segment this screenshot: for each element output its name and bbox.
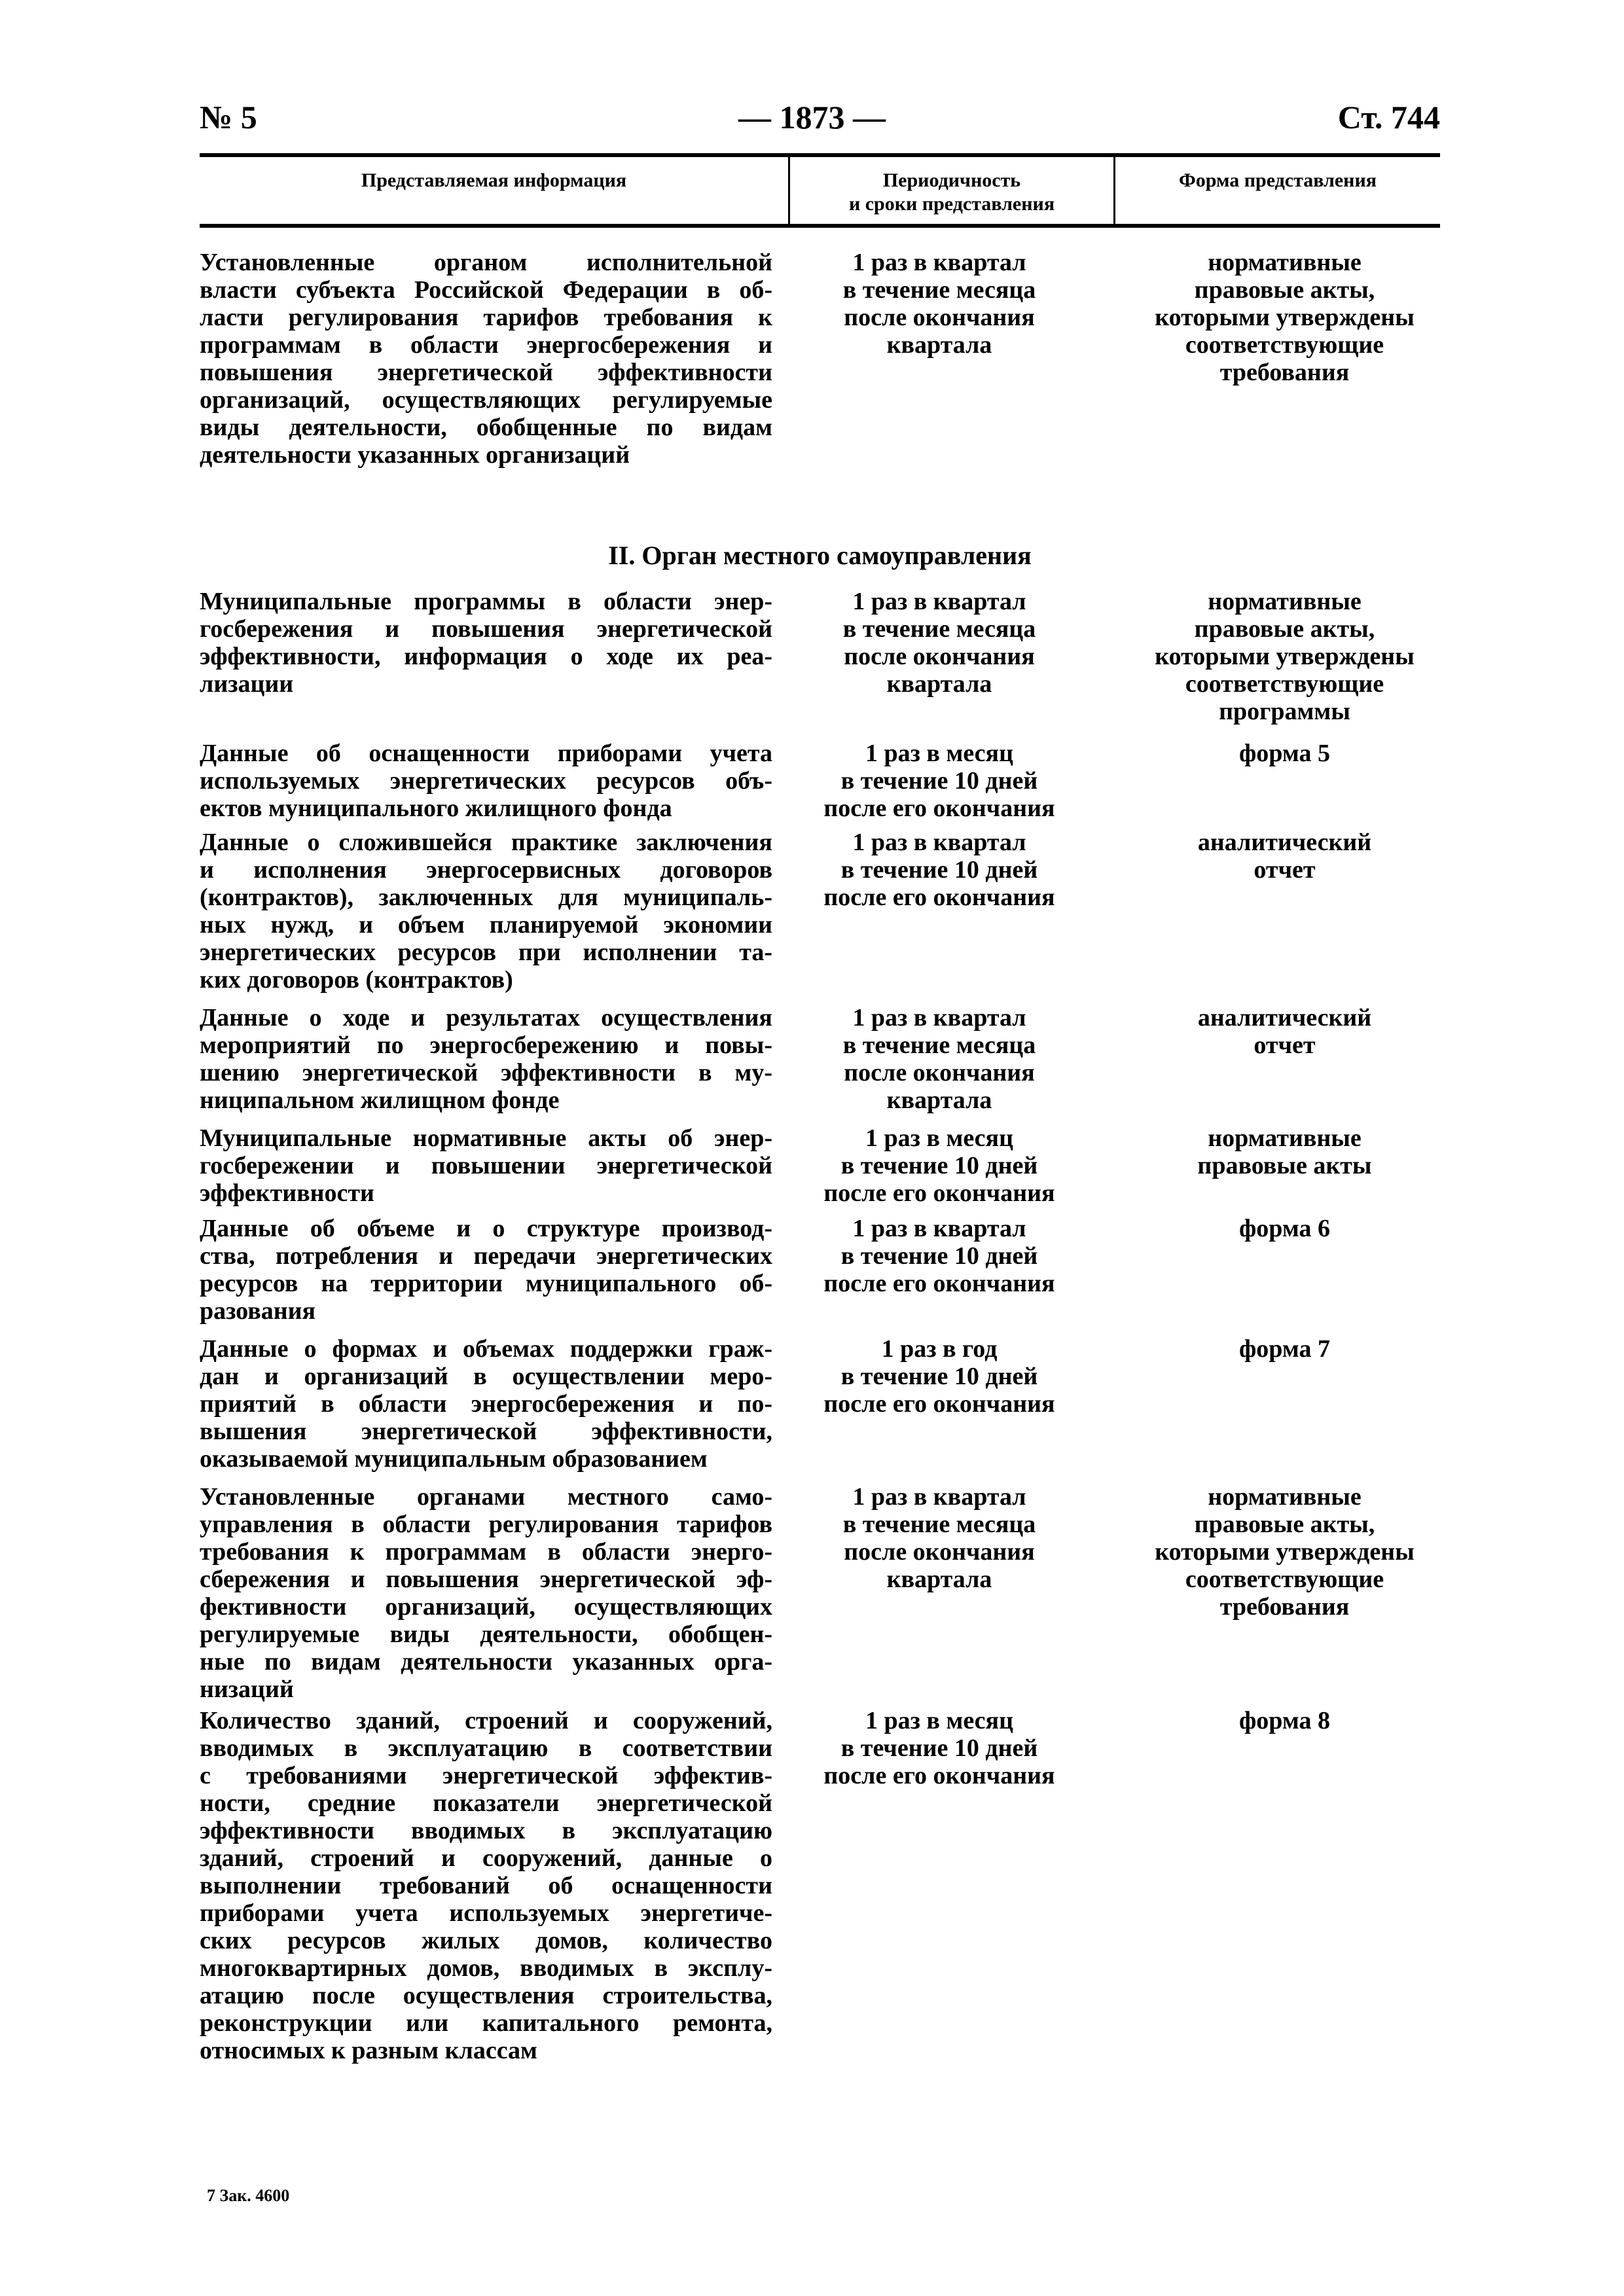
cell-line: соответствующие (1185, 670, 1384, 698)
cell-line: нормативные (1208, 1483, 1362, 1511)
info-cell (200, 1335, 772, 1473)
info-cell (200, 829, 772, 994)
cell-line: которыми утверждены (1155, 304, 1415, 331)
cell-line: в течение 10 дней (840, 856, 1038, 884)
cell-line: повышения энергетической эффективности (200, 359, 772, 386)
header-line: Периодичность (882, 170, 1021, 191)
cell-line: отчет (1254, 856, 1316, 884)
cell-line: Данные о ходе и результатах осуществления (200, 1004, 772, 1031)
column-header-form: Форма представления (1179, 170, 1377, 191)
cell-line: квартала (886, 1086, 992, 1114)
cell-line: ных нужд, и объем планируемой экономии (200, 911, 772, 939)
cell-line: Муниципальные программы в области энер- (200, 588, 772, 615)
cell-line: форма 5 (1239, 740, 1330, 767)
cell-line: квартала (886, 1566, 992, 1593)
cell-line: дан и организаций в осуществлении меро- (200, 1363, 772, 1390)
cell-line: власти субъекта Российской Федерации в об- (200, 276, 772, 304)
cell-line: в течение 10 дней (840, 1152, 1038, 1179)
cell-line: соответствующие (1185, 331, 1384, 359)
cell-line: ектов муниципального жилищного фонда (200, 795, 672, 822)
period-cell (808, 1004, 1070, 1114)
cell-line: 1 раз в квартал (852, 829, 1026, 856)
cell-line: 1 раз в месяц (865, 740, 1013, 767)
cell-line: отчет (1254, 1031, 1316, 1059)
cell-line: в течение месяца (842, 1031, 1036, 1059)
info-cell (200, 249, 772, 469)
cell-line: фективности организаций, осуществляющих (200, 1593, 772, 1621)
cell-line: вышения энергетической эффективности, (200, 1418, 772, 1445)
cell-line: нормативные (1208, 1124, 1362, 1152)
period-cell (808, 740, 1070, 822)
cell-line: 1 раз в месяц (865, 1124, 1013, 1152)
cell-line: оказываемой муниципальным образованием (200, 1445, 708, 1473)
period-cell (808, 1215, 1070, 1297)
cell-line: аналитический (1197, 1004, 1372, 1031)
cell-line: Установленные органом исполнительной (200, 249, 772, 276)
cell-line: деятельности указанных организаций (200, 441, 630, 469)
cell-line: виды деятельности, обобщенные по видам (200, 414, 772, 441)
cell-line: эффективности (200, 1179, 374, 1207)
cell-line: аналитический (1197, 829, 1372, 856)
section-title: II. Орган местного самоуправления (608, 541, 1032, 570)
cell-line: программам в области энергосбережения и (200, 331, 772, 359)
form-cell (1129, 1335, 1440, 1363)
period-cell (808, 1707, 1070, 1789)
cell-line: Данные об оснащенности приборами учета (200, 740, 772, 767)
cell-line: приятий в области энергосбережения и по- (200, 1390, 772, 1418)
cell-line: после окончания (844, 1059, 1035, 1086)
cell-line: вводимых в эксплуатацию в соответствии (200, 1734, 772, 1762)
cell-line: госбережения и повышения энергетической (200, 615, 772, 643)
cell-line: низаций (200, 1676, 294, 1703)
cell-line: госбережении и повышении энергетической (200, 1152, 772, 1179)
cell-line: Данные о формах и объемах поддержки граж- (200, 1335, 772, 1363)
cell-line: организаций, осуществляющих регулируемые (200, 386, 772, 414)
cell-line: Муниципальные нормативные акты об энер- (200, 1124, 772, 1152)
cell-line: в течение 10 дней (840, 1363, 1038, 1390)
cell-line: требования (1219, 1593, 1350, 1621)
cell-line: эффективности вводимых в эксплуатацию (200, 1817, 772, 1844)
cell-line: 1 раз в квартал (852, 249, 1026, 276)
cell-line: Количество зданий, строений и сооружений, (200, 1707, 772, 1734)
cell-line: 1 раз в квартал (852, 1215, 1026, 1242)
cell-line: ства, потребления и передачи энергетических (200, 1242, 772, 1270)
cell-line: программы (1219, 698, 1350, 725)
cell-line: относимых к разным классам (200, 2037, 537, 2064)
cell-line: после окончания (844, 643, 1035, 670)
form-cell (1129, 1004, 1440, 1059)
cell-line: в течение месяца (842, 276, 1036, 304)
cell-line: Данные о сложившейся практике заключения (200, 829, 772, 856)
cell-line: в течение 10 дней (840, 1242, 1038, 1270)
cell-line: требования (1219, 359, 1350, 386)
cell-line: используемых энергетических ресурсов объ- (200, 767, 772, 795)
column-header-period (790, 169, 1113, 216)
cell-line: в течение месяца (842, 615, 1036, 643)
cell-line: атацию после осуществления строительства, (200, 1982, 772, 2009)
cell-line: нормативные (1208, 588, 1362, 615)
info-cell (200, 588, 772, 698)
cell-line: ности, средние показатели энергетической (200, 1789, 772, 1817)
cell-line: требования к программам в области энерго- (200, 1538, 772, 1566)
period-cell (808, 1335, 1070, 1418)
form-cell (1129, 740, 1440, 767)
cell-line: 1 раз в год (881, 1335, 998, 1363)
print-order-footer: 7 Зак. 4600 (207, 2186, 290, 2205)
info-cell (200, 1004, 772, 1114)
period-cell (808, 249, 1070, 359)
cell-line: 1 раз в квартал (852, 1004, 1026, 1031)
cell-line: Данные об объеме и о структуре производ- (200, 1215, 772, 1242)
cell-line: ких договоров (контрактов) (200, 966, 513, 994)
form-cell (1129, 1215, 1440, 1242)
cell-line: форма 7 (1239, 1335, 1330, 1363)
cell-line: после его окончания (823, 1762, 1055, 1789)
cell-line: которыми утверждены (1155, 643, 1415, 670)
info-cell (200, 1215, 772, 1325)
form-cell (1129, 249, 1440, 386)
cell-line: ласти регулирования тарифов требования к (200, 304, 772, 331)
cell-line: мероприятий по энергосбережению и повы- (200, 1031, 772, 1059)
period-cell (808, 829, 1070, 911)
cell-line: Установленные органами местного само- (200, 1483, 772, 1511)
cell-line: зданий, строений и сооружений, данные о (200, 1844, 772, 1872)
info-cell (200, 1124, 772, 1207)
cell-line: ниципальном жилищном фонде (200, 1086, 560, 1114)
period-cell (808, 1483, 1070, 1593)
cell-line: шению энергетической эффективности в му- (200, 1059, 772, 1086)
form-cell (1129, 1483, 1440, 1621)
cell-line: правовые акты, (1194, 615, 1375, 643)
cell-line: квартала (886, 331, 992, 359)
info-cell (200, 1483, 772, 1703)
article-number: Ст. 744 (1337, 99, 1440, 135)
cell-line: после его окончания (823, 1390, 1055, 1418)
cell-line: 1 раз в квартал (852, 588, 1026, 615)
cell-line: сбережения и повышения энергетической эф- (200, 1566, 772, 1593)
cell-line: энергетических ресурсов при исполнении та- (200, 939, 772, 966)
form-cell (1129, 1124, 1440, 1179)
cell-line: ресурсов на территории муниципального об- (200, 1270, 772, 1297)
form-cell (1129, 829, 1440, 884)
cell-line: после его окончания (823, 795, 1055, 822)
header-line: и сроки представления (848, 193, 1055, 215)
page-number: — 1873 — (738, 99, 886, 135)
cell-line: после окончания (844, 304, 1035, 331)
period-cell (808, 588, 1070, 698)
form-cell (1129, 1707, 1440, 1734)
table-top-rule (200, 153, 1440, 157)
cell-line: в течение месяца (842, 1511, 1036, 1538)
cell-line: после его окончания (823, 1179, 1055, 1207)
cell-line: управления в области регулирования тарифов (200, 1511, 772, 1538)
cell-line: приборами учета используемых энергетиче- (200, 1899, 772, 1927)
table-header-bottom-rule (200, 224, 1440, 228)
cell-line: эффективности, информация о ходе их реа- (200, 643, 772, 670)
cell-line: ные по видам деятельности указанных орга- (200, 1648, 772, 1676)
info-cell (200, 1707, 772, 2064)
cell-line: 1 раз в квартал (852, 1483, 1026, 1511)
cell-line: и исполнения энергосервисных договоров (200, 856, 772, 884)
column-header-info: Представляемая информация (361, 170, 627, 191)
cell-line: правовые акты (1197, 1152, 1372, 1179)
cell-line: после его окончания (823, 884, 1055, 911)
info-cell (200, 740, 772, 822)
form-cell (1129, 588, 1440, 725)
cell-line: ских ресурсов жилых домов, количество (200, 1927, 772, 1954)
cell-line: после окончания (844, 1538, 1035, 1566)
cell-line: правовые акты, (1194, 1511, 1375, 1538)
cell-line: реконструкции или капитального ремонта, (200, 2009, 772, 2037)
cell-line: в течение 10 дней (840, 1734, 1038, 1762)
cell-line: правовые акты, (1194, 276, 1375, 304)
cell-line: регулируемые виды деятельности, обобщен- (200, 1621, 772, 1648)
cell-line: выполнении требований об оснащенности (200, 1872, 772, 1899)
cell-line: в течение 10 дней (840, 767, 1038, 795)
period-cell (808, 1124, 1070, 1207)
cell-line: с требованиями энергетической эффектив- (200, 1762, 772, 1789)
cell-line: (контрактов), заключенных для муниципаль- (200, 884, 772, 911)
cell-line: форма 8 (1239, 1707, 1330, 1734)
cell-line: разования (200, 1297, 316, 1325)
cell-line: соответствующие (1185, 1566, 1384, 1593)
issue-number: № 5 (200, 99, 257, 135)
cell-line: форма 6 (1239, 1215, 1330, 1242)
cell-line: квартала (886, 670, 992, 698)
cell-line: которыми утверждены (1155, 1538, 1415, 1566)
cell-line: после его окончания (823, 1270, 1055, 1297)
cell-line: нормативные (1208, 249, 1362, 276)
cell-line: многоквартирных домов, вводимых в эксплу- (200, 1954, 772, 1982)
cell-line: лизации (200, 670, 294, 698)
cell-line: 1 раз в месяц (865, 1707, 1013, 1734)
